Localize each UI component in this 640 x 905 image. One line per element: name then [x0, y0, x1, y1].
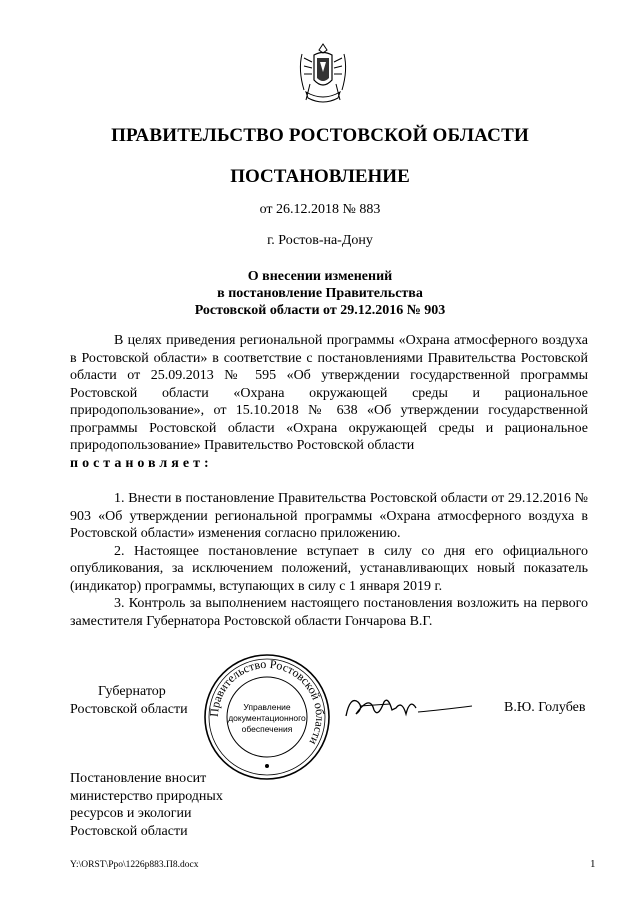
subject-line: Ростовской области от 29.12.2016 № 903	[194, 303, 446, 318]
submitted-by-line: Постановление вносит	[70, 771, 207, 786]
decree-item: 2. Настоящее постановление вступает в силу со дня его официального опубликования, за исключением положений, устанавливающих новый показатель (индикатор) программы, вступающих в силу с 1 января 2019 г.	[70, 543, 588, 594]
government-title: ПРАВИТЕЛЬСТВО РОСТОВСКОЙ ОБЛАСТИ	[111, 125, 529, 146]
decree-word: постановляет:	[70, 455, 213, 471]
position-line: Губернатор	[98, 684, 166, 699]
preamble-text: В целях приведения региональной программы «Охрана атмосферного воздуха в Ростовской области» в соответствие с постановлениями Правительства Ростовской области от 25.09.2013 № 595 «Об утверждении государственной программы Ростовской области «Охрана окружающей среды и рациональное природопользование», от 15.10.2018 № 638 «Об утверждении государственной программы Ростовской области «Охрана окружающей среды и рациональное природопользование» Правительство Ростовской области	[70, 333, 588, 453]
city: г. Ростов-на-Дону	[267, 233, 373, 248]
handwritten-signature	[340, 688, 480, 728]
page-number: 1	[590, 858, 596, 870]
document-subject	[0, 268, 640, 319]
submitted-by-line: Ростовской области	[70, 823, 188, 839]
rostov-oblast-coat-of-arms-icon	[294, 40, 352, 108]
document-type: ПОСТАНОВЛЕНИЕ	[230, 166, 410, 187]
decree-item: 3. Контроль за выполнением настоящего постановления возложить на первого заместителя Губернатора Ростовской области Гончарова В.Г.	[70, 596, 588, 629]
stamp-center-line: Управление	[243, 702, 291, 712]
stamp-center-line: обеспечения	[241, 724, 293, 734]
subject-line: О внесении изменений	[247, 269, 393, 284]
date-number: от 26.12.2018 № 883	[259, 202, 381, 217]
signatory-name: В.Ю. Голубев	[504, 700, 586, 715]
submitted-by-line: министерство природных	[70, 788, 223, 804]
position-line: Ростовской области	[70, 701, 188, 717]
signatory-position	[70, 683, 188, 718]
subject-line: в постановление Правительства	[217, 286, 423, 301]
submitted-by	[70, 770, 223, 840]
decree-items	[70, 490, 588, 630]
decree-item: 1. Внести в постановление Правительства Ростовской области от 29.12.2016 № 903 «Об утверждении региональной программы «Охрана атмосферного воздуха в Ростовской области» изменения согласно приложению.	[70, 491, 588, 541]
submitted-by-line: ресурсов и экологии	[70, 806, 192, 821]
file-path: Y:\ORST\Ppo\1226p883.П8.docx	[70, 860, 199, 870]
stamp-ring-text: Правительство Ростовской области	[206, 656, 328, 748]
official-stamp	[202, 652, 332, 782]
preamble	[70, 332, 588, 472]
stamp-center-line: документационного	[228, 713, 306, 723]
